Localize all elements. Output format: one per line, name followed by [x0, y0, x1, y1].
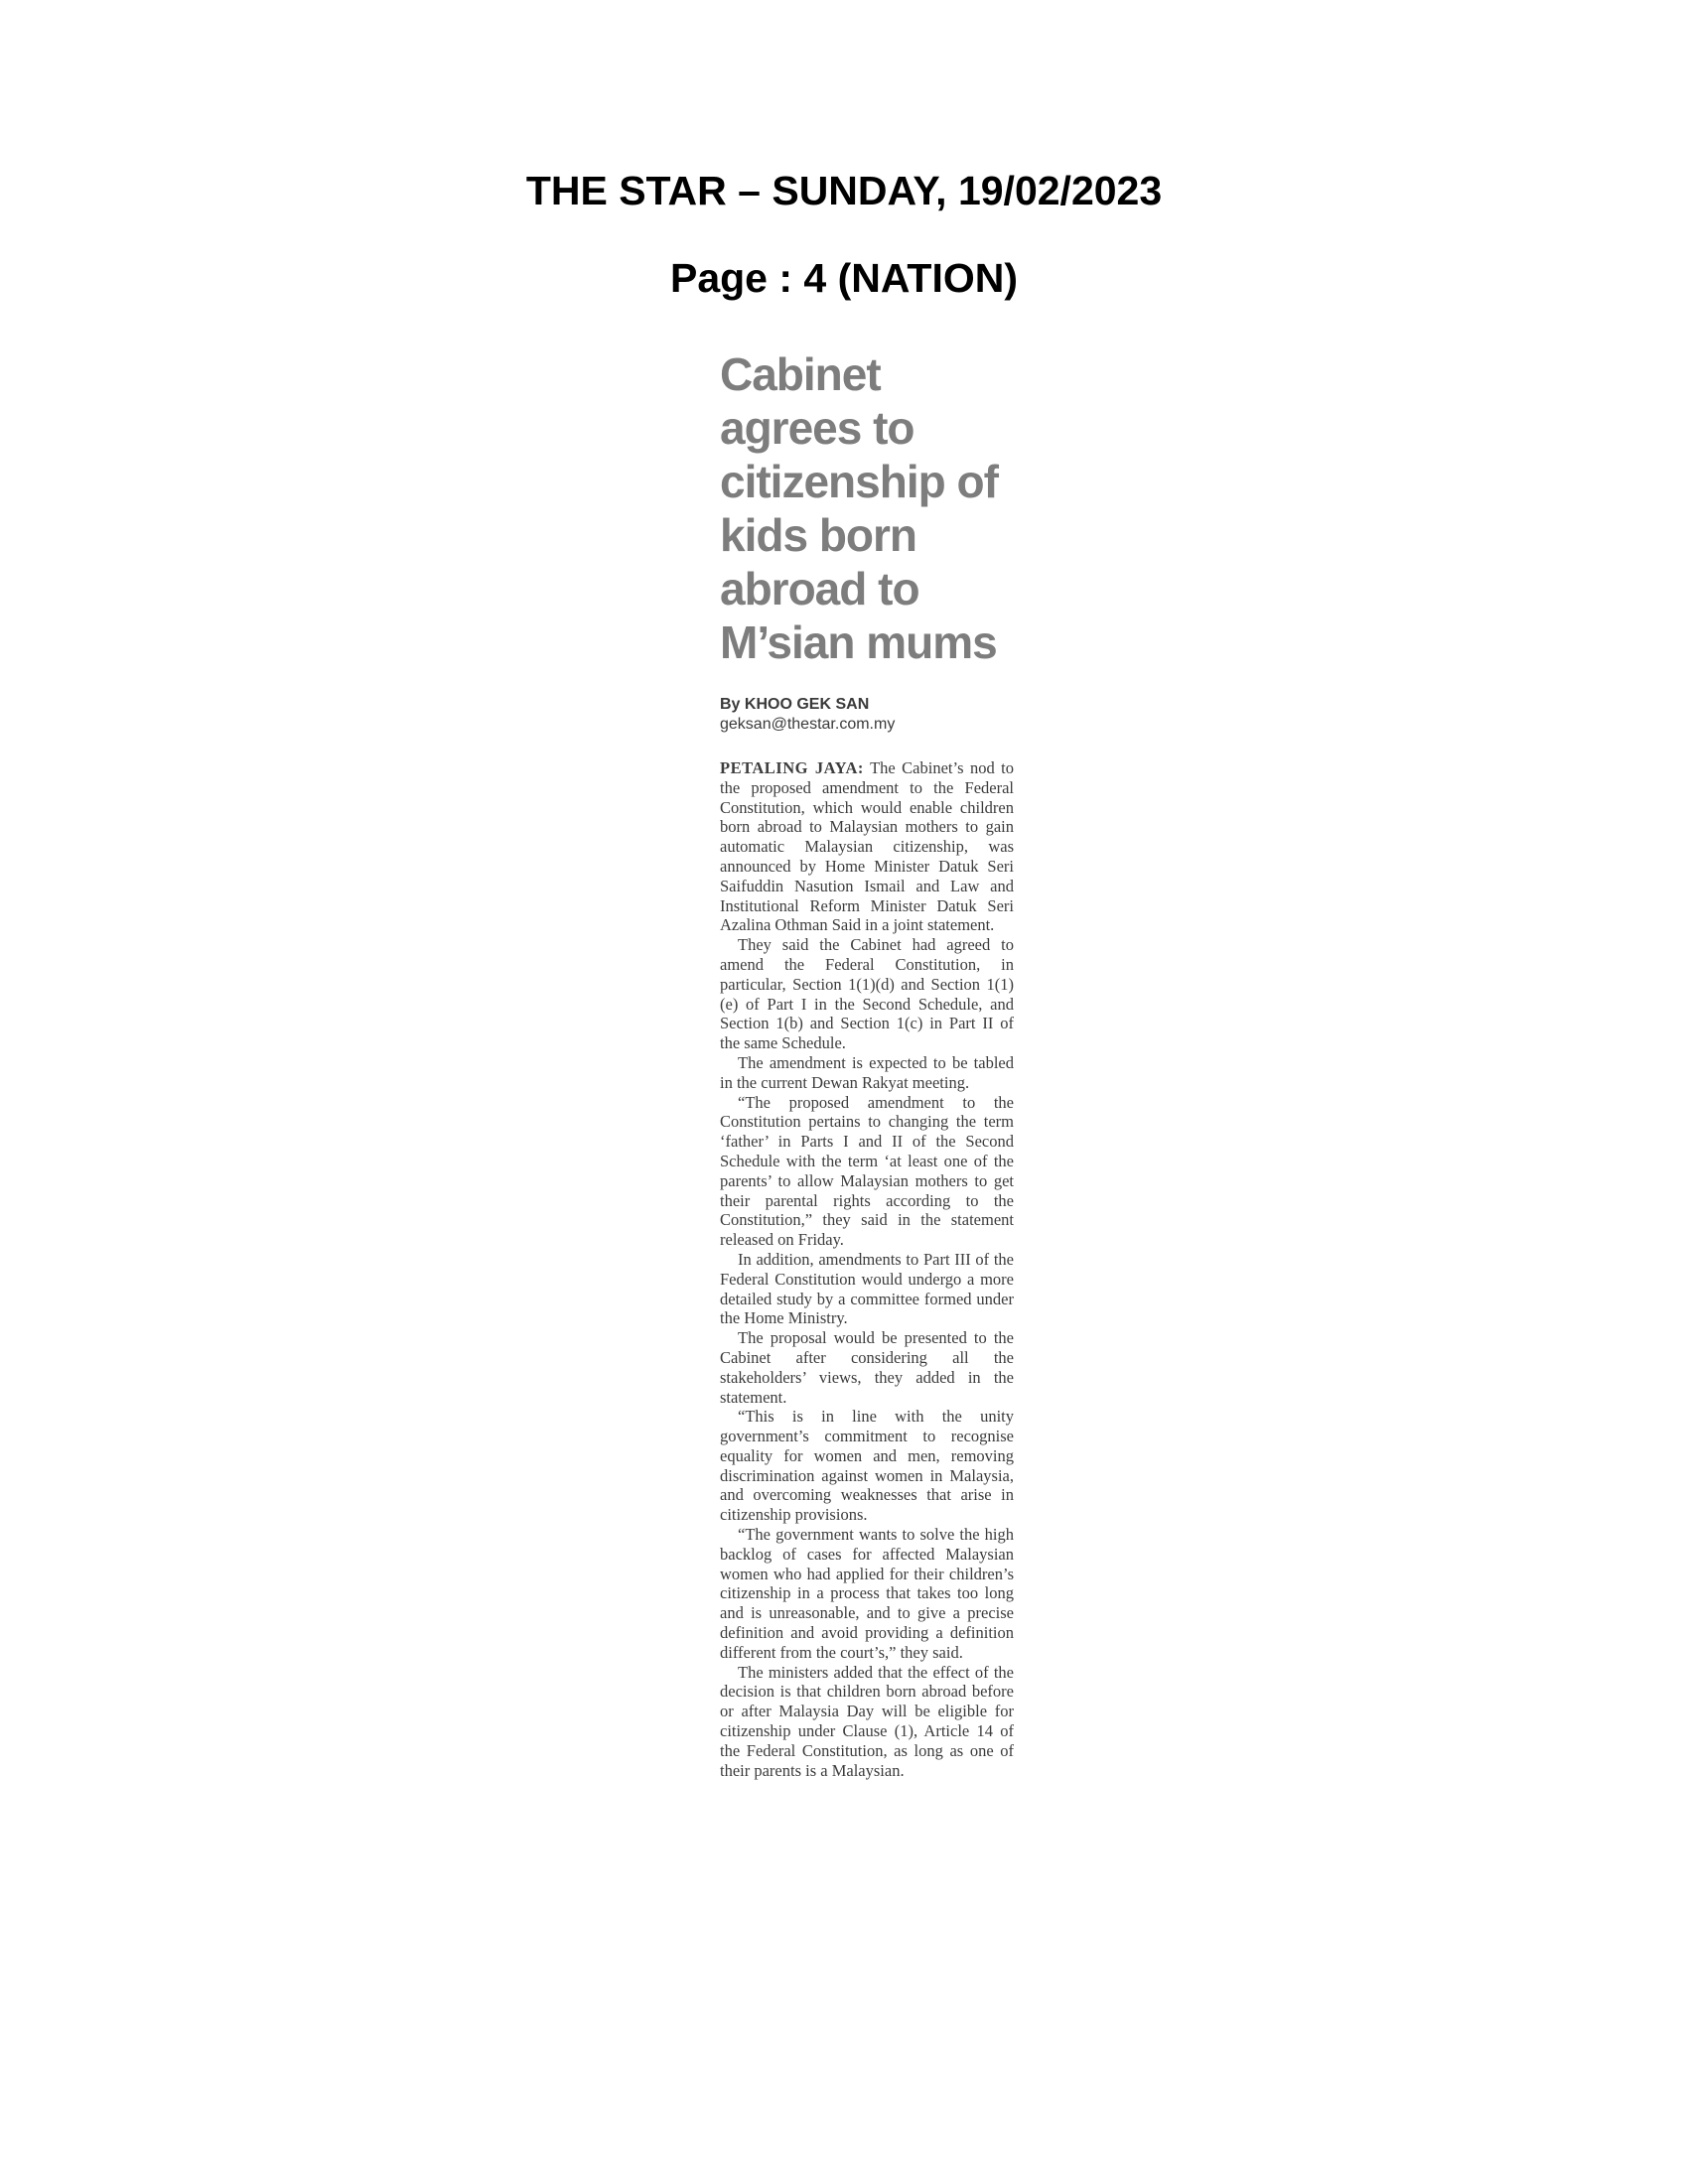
- article-paragraph: “The government wants to solve the high backlog of cases for affected Malaysian women who had applied for their children’s citizenship in a process that takes too long and is unreasonable, and to give a precise definition and avoid providing a definition different from the court’s,” they said.: [720, 1525, 1014, 1662]
- paragraph-text: The Cabinet’s nod to the proposed amendment to the Federal Constitution, which would enable children born abroad to Malaysian mothers to gain automatic Malaysian citizenship, was announced by Home Minister Datuk Seri Saifuddin Nasution Ismail and Law and Institutional Reform Minister Datuk Seri Azalina Othman Said in a joint statement.: [720, 758, 1015, 935]
- byline-email: geksan@thestar.com.my: [720, 716, 896, 733]
- article-paragraph: The proposal would be presented to the Cabinet after considering all the stakeholders’ views, they added in the statement.: [720, 1328, 1014, 1407]
- dateline: PETALING JAYA:: [720, 758, 864, 777]
- byline-author: By KHOO GEK SAN: [720, 696, 870, 713]
- article-paragraph: “The proposed amendment to the Constitution pertains to changing the term ‘father’ in Parts I and II of the Second Schedule with the term ‘at least one of the parents’ to allow Malaysian mothers to get their parental rights according to the Constitution,” they said in the statement released on Friday.: [720, 1092, 1014, 1250]
- article-paragraph: “This is in line with the unity government’s commitment to recognise equality for women and men, removing discrimination against women in Malaysia, and overcoming weaknesses that arise in citizenship provisions.: [720, 1407, 1014, 1525]
- article-paragraph: The amendment is expected to be tabled in the current Dewan Rakyat meeting.: [720, 1052, 1014, 1092]
- page-section-header: Page : 4 (NATION): [669, 255, 1019, 301]
- article-paragraph: The ministers added that the effect of the decision is that children born abroad before or after Malaysia Day will be eligible for citizenship under Clause (1), Article 14 of the Federal Constitution, as long as one of their parents is a Malaysian.: [720, 1662, 1014, 1780]
- news-clipping: [720, 347, 1014, 1780]
- article-paragraph: In addition, amendments to Part III of the Federal Constitution would undergo a more detailed study by a committee formed under the Home Ministry.: [720, 1249, 1014, 1328]
- article-body: [720, 758, 1014, 1780]
- article-headline: Cabinet agrees to citizenship of kids born abroad to M’sian mums: [720, 348, 998, 668]
- article-paragraph: They said the Cabinet had agreed to amend the Federal Constitution, in particular, Section 1(1)(d) and Section 1(1)(e) of Part I in the Second Schedule, and Section 1(b) and Section 1(c) in Part II of the same Schedule.: [720, 935, 1014, 1053]
- byline: [720, 695, 1014, 715]
- article-paragraph: [720, 758, 1014, 935]
- publication-date-header: THE STAR – SUNDAY, 19/02/2023: [525, 168, 1163, 213]
